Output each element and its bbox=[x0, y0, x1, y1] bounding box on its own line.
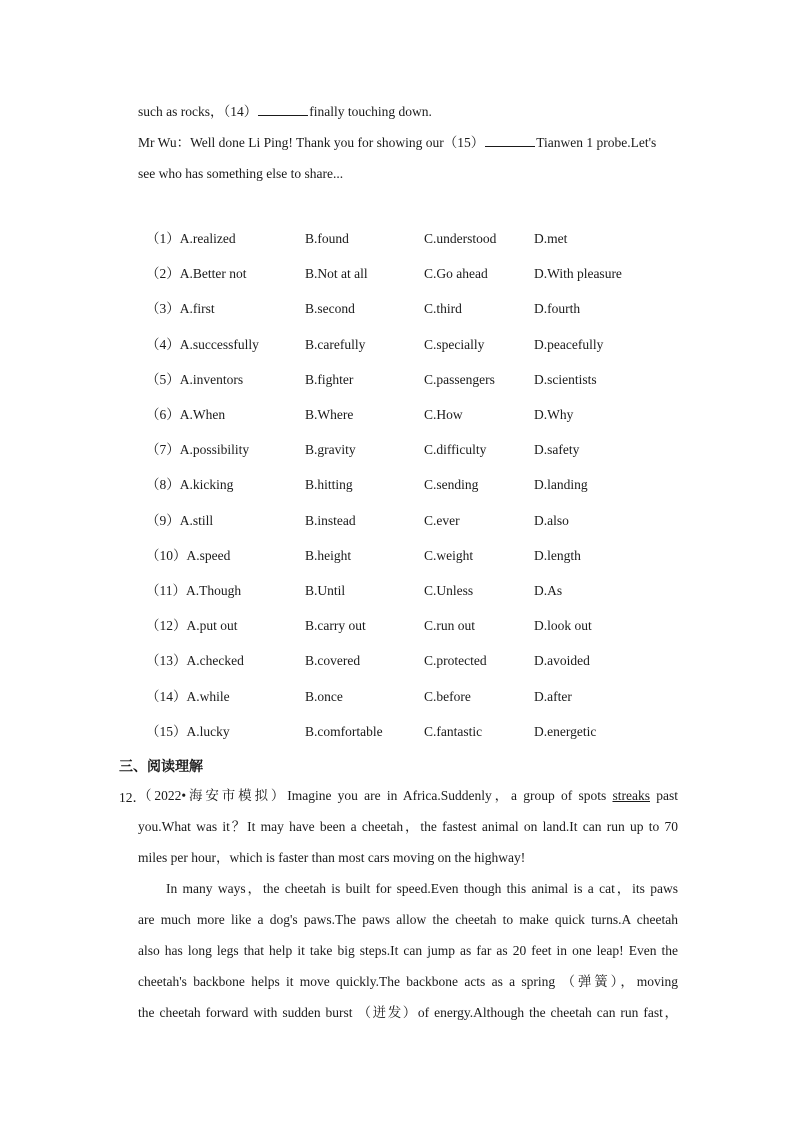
option-choice[interactable]: B.carefully bbox=[305, 336, 366, 352]
option-choice[interactable]: D.length bbox=[534, 547, 581, 563]
option-row bbox=[0, 581, 794, 601]
option-row bbox=[0, 440, 794, 460]
option-choice[interactable]: （4）A.successfully bbox=[146, 336, 259, 352]
option-choice[interactable]: D.As bbox=[534, 583, 563, 598]
reading-text: past bbox=[656, 788, 678, 803]
option-choice[interactable]: B.height bbox=[305, 547, 352, 563]
option-choice[interactable]: D.fourth bbox=[534, 301, 581, 317]
option-row bbox=[0, 687, 794, 707]
option-choice[interactable]: C.specially bbox=[424, 336, 485, 352]
option-row bbox=[0, 616, 794, 636]
option-choice[interactable]: C.weight bbox=[424, 547, 474, 563]
option-choice[interactable]: D.Why bbox=[534, 407, 574, 422]
answer-blank-15[interactable] bbox=[485, 134, 535, 147]
option-choice[interactable]: B.once bbox=[305, 688, 343, 704]
option-choice[interactable]: （8）A.kicking bbox=[146, 477, 234, 493]
passage-line: see who has something else to share... bbox=[138, 166, 344, 181]
option-choice[interactable]: C.difficulty bbox=[424, 442, 487, 458]
option-choice[interactable]: （13）A.checked bbox=[146, 653, 244, 669]
option-choice[interactable]: D.energetic bbox=[534, 723, 597, 739]
passage-line bbox=[138, 102, 678, 122]
option-row bbox=[0, 475, 794, 495]
option-choice[interactable]: C.Unless bbox=[424, 583, 474, 598]
option-row bbox=[0, 335, 794, 355]
option-choice[interactable]: B.gravity bbox=[305, 442, 356, 458]
reading-line: cheetah's backbone helps it move quickly.The backbone acts as a spring （弹簧），moving bbox=[138, 974, 678, 989]
option-choice[interactable]: D.peacefully bbox=[534, 336, 604, 352]
option-choice[interactable]: B.instead bbox=[305, 512, 356, 528]
option-choice[interactable]: B.second bbox=[305, 301, 355, 317]
option-choice[interactable]: B.Until bbox=[305, 583, 346, 598]
passage-text: Mr Wu：Well done Li Ping! Thank you for showing our（15） bbox=[138, 135, 485, 150]
reading-line: miles per hour，which is faster than most cars moving on the highway! bbox=[138, 850, 526, 865]
option-row bbox=[0, 370, 794, 390]
option-choice[interactable]: D.With pleasure bbox=[534, 266, 622, 282]
option-choice[interactable]: D.look out bbox=[534, 618, 592, 634]
option-choice[interactable]: D.met bbox=[534, 231, 568, 246]
option-choice[interactable]: （6）A.When bbox=[146, 407, 226, 422]
option-choice[interactable]: B.Where bbox=[305, 407, 354, 422]
reading-line: In many ways，the cheetah is built for speed.Even though this animal is a cat，its paws bbox=[166, 881, 678, 896]
option-choice[interactable]: （15）A.lucky bbox=[146, 723, 230, 739]
option-row bbox=[0, 299, 794, 319]
option-choice[interactable]: B.Not at all bbox=[305, 266, 368, 282]
reading-line: are much more like a dog's paws.The paws allow the cheetah to make quick turns.A cheetah bbox=[138, 912, 678, 927]
answer-blank-14[interactable] bbox=[258, 103, 308, 116]
reading-line: the cheetah forward with sudden burst （迸发）of energy.Although the cheetah can run fast， bbox=[138, 1005, 678, 1020]
section-title: 三、阅读理解 bbox=[119, 758, 203, 774]
option-choice[interactable]: D.scientists bbox=[534, 371, 597, 387]
option-row bbox=[0, 264, 794, 284]
option-choice[interactable]: （3）A.first bbox=[146, 301, 215, 317]
passage-line bbox=[138, 133, 678, 153]
option-choice[interactable]: （12）A.put out bbox=[146, 618, 238, 634]
option-choice[interactable]: C.How bbox=[424, 407, 463, 422]
option-choice[interactable]: （1）A.realized bbox=[146, 231, 236, 246]
option-choice[interactable]: B.carry out bbox=[305, 618, 366, 634]
option-choice[interactable]: （5）A.inventors bbox=[146, 371, 244, 387]
option-choice[interactable]: B.covered bbox=[305, 653, 361, 669]
option-choice[interactable]: D.after bbox=[534, 688, 572, 704]
option-choice[interactable]: C.protected bbox=[424, 653, 487, 669]
option-choice[interactable]: B.hitting bbox=[305, 477, 353, 493]
passage-text: Tianwen 1 probe.Let's bbox=[536, 135, 657, 150]
passage-text: finally touching down. bbox=[309, 104, 432, 119]
option-row bbox=[0, 405, 794, 425]
option-choice[interactable]: D.also bbox=[534, 512, 569, 528]
option-choice[interactable]: C.third bbox=[424, 301, 462, 317]
option-choice[interactable]: （10）A.speed bbox=[146, 547, 231, 563]
reading-line: you.What was it？It may have been a cheetah，the fastest animal on land.It can run up to 70 bbox=[138, 819, 678, 834]
option-choice[interactable]: （7）A.possibility bbox=[146, 442, 250, 458]
option-choice[interactable]: B.comfortable bbox=[305, 723, 383, 739]
option-choice[interactable]: （11）A.Though bbox=[146, 583, 242, 598]
option-choice[interactable]: C.Go ahead bbox=[424, 266, 488, 282]
option-choice[interactable]: C.run out bbox=[424, 618, 476, 634]
option-choice[interactable]: C.fantastic bbox=[424, 723, 483, 739]
option-row bbox=[0, 546, 794, 566]
option-row bbox=[0, 651, 794, 671]
option-choice[interactable]: C.ever bbox=[424, 512, 460, 528]
option-choice[interactable]: D.safety bbox=[534, 442, 580, 458]
option-choice[interactable]: C.sending bbox=[424, 477, 479, 493]
underlined-word: streaks bbox=[612, 788, 650, 803]
option-choice[interactable]: （9）A.still bbox=[146, 512, 214, 528]
option-row bbox=[0, 511, 794, 531]
reading-line: also has long legs that help it take big steps.It can jump as far as 20 feet in one leap! Even the bbox=[138, 943, 678, 958]
option-choice[interactable]: D.landing bbox=[534, 477, 588, 493]
option-choice[interactable]: B.fighter bbox=[305, 371, 354, 387]
option-choice[interactable]: C.passengers bbox=[424, 371, 495, 387]
option-choice[interactable]: B.found bbox=[305, 231, 349, 246]
reading-text: （2022•海安市模拟）Imagine you are in Africa.Suddenly，a group of spots bbox=[138, 788, 607, 803]
option-choice[interactable]: C.before bbox=[424, 688, 471, 704]
option-choice[interactable]: （14）A.while bbox=[146, 688, 230, 704]
question-number: 12． bbox=[119, 790, 146, 805]
option-row bbox=[0, 722, 794, 742]
option-choice[interactable]: D.avoided bbox=[534, 653, 590, 669]
option-choice[interactable]: C.understood bbox=[424, 231, 497, 246]
option-row bbox=[0, 229, 794, 249]
passage-text: such as rocks，（14） bbox=[138, 104, 258, 119]
option-choice[interactable]: （2）A.Better not bbox=[146, 266, 247, 282]
reading-line bbox=[138, 786, 678, 806]
